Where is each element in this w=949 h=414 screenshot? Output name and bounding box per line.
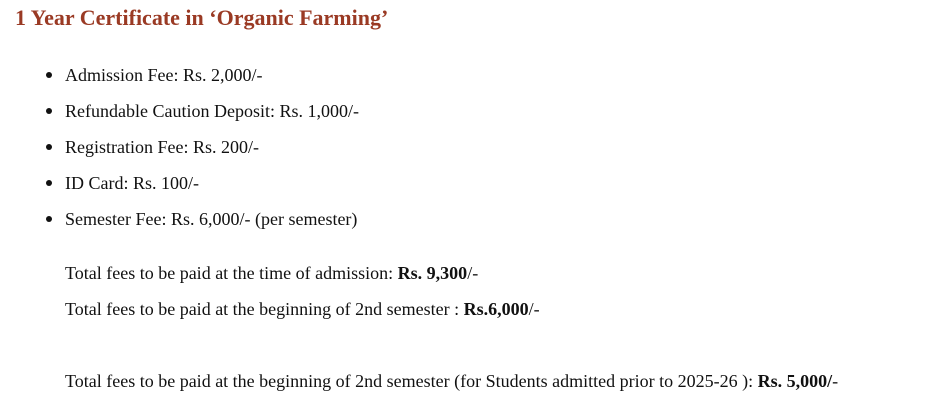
- fee-item-registration: [0, 132, 359, 168]
- fee-item-caution-deposit: [0, 96, 359, 132]
- fee-item-label: Semester Fee: Rs. 6,000/- (per semester): [65, 209, 358, 229]
- total-prior-text: Total fees to be paid at the beginning of 2nd semester (for Students admitted prior to 2025-26 ):: [65, 371, 758, 391]
- total-second-semester: [65, 294, 540, 324]
- total-second-semester-suffix: /-: [528, 299, 540, 319]
- total-second-semester-amount: Rs.6,000: [463, 299, 529, 319]
- bullet-icon: [46, 144, 52, 150]
- total-admission-amount: Rs. 9,300: [397, 263, 468, 283]
- fee-list: [0, 60, 359, 240]
- bullet-icon: [46, 108, 52, 114]
- fee-item-label: ID Card: Rs. 100/-: [65, 173, 199, 193]
- fee-item-label: Admission Fee: Rs. 2,000/-: [65, 65, 263, 85]
- fee-item-id-card: [0, 168, 359, 204]
- page-heading: 1 Year Certificate in ‘Organic Farming’: [15, 5, 389, 30]
- total-admission-suffix: /-: [467, 263, 479, 283]
- bullet-icon: [46, 216, 52, 222]
- fee-item-admission: [0, 60, 359, 96]
- fee-item-label: Refundable Caution Deposit: Rs. 1,000/-: [65, 101, 359, 121]
- total-prior-amount: Rs. 5,000/: [757, 371, 833, 391]
- bullet-icon: [46, 72, 52, 78]
- fee-item-semester: [0, 204, 359, 240]
- fee-item-label: Registration Fee: Rs. 200/-: [65, 137, 259, 157]
- total-prior-suffix: -: [832, 371, 839, 391]
- total-second-semester-text: Total fees to be paid at the beginning of 2nd semester :: [65, 299, 464, 319]
- total-admission: [65, 258, 478, 288]
- total-admission-text: Total fees to be paid at the time of admission:: [65, 263, 398, 283]
- bullet-icon: [46, 180, 52, 186]
- total-second-semester-prior: [65, 366, 838, 396]
